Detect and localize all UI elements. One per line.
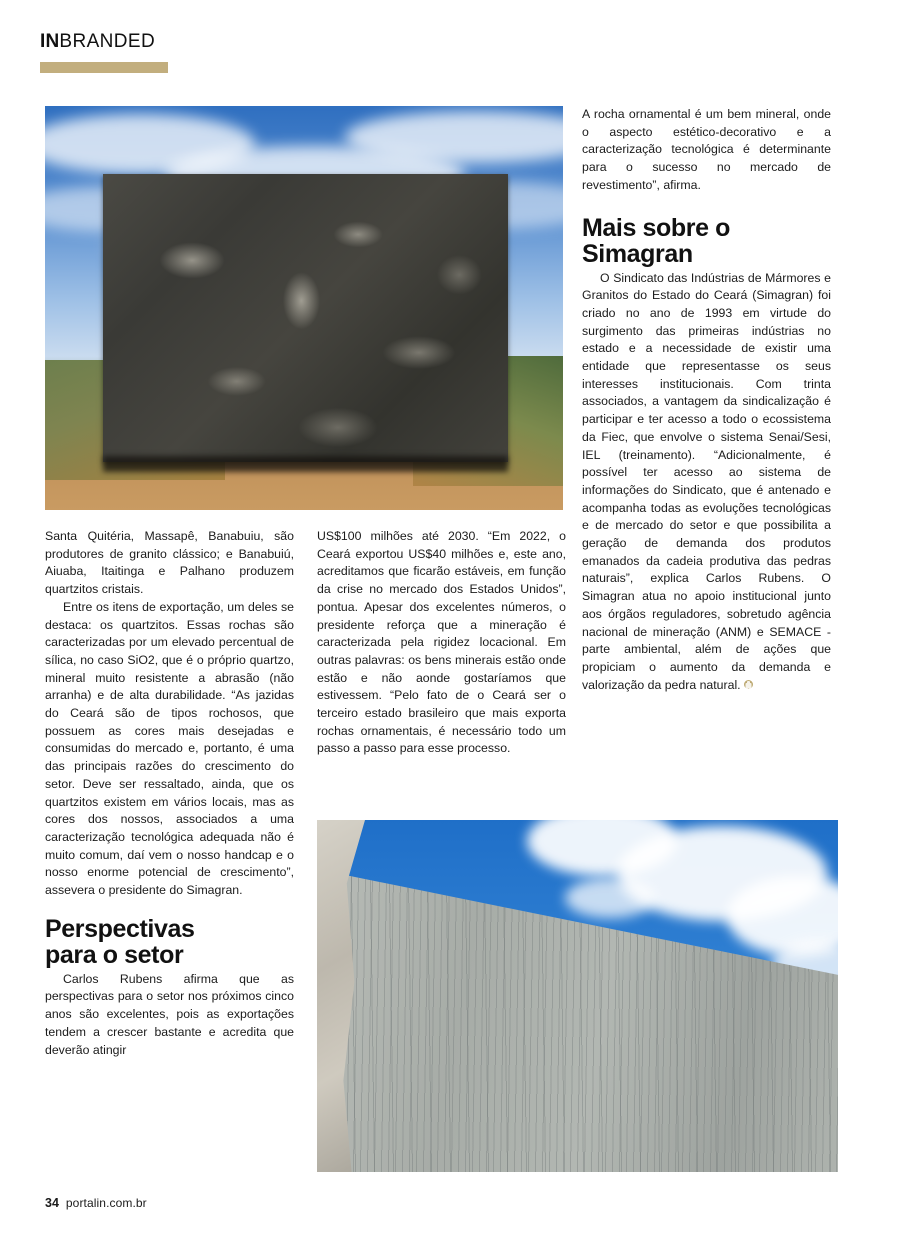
paragraph: Santa Quitéria, Massapê, Banabuiu, são produtores de granito clássico; e Banabuiú, Aiuaba, Itaitinga e Palhano produzem quartzitos cristais.	[45, 529, 294, 597]
paragraph	[582, 270, 831, 695]
publication-title	[40, 32, 340, 51]
granite-block	[103, 174, 508, 462]
publication-title-light: BRANDED	[59, 31, 156, 52]
granite-block-photo	[45, 106, 563, 510]
masthead	[40, 32, 340, 51]
paragraph: Carlos Rubens afirma que as perspectivas para o setor nos próximos cinco anos são excelentes, pois as exportações tendem a crescer bastante e acredita que deverão atingir	[45, 971, 294, 1057]
paragraph: US$100 milhões até 2030. “Em 2022, o Ceará exportou US$40 milhões e, este ano, acreditamos que ficarão estáveis, em função da crise no mercado dos Estados Unidos”, pontua. Apesar dos excelentes números, o presidente reforça que a mineração é caracterizada pela rigidez locacional. Em outras palavras: os bens minerais estão onde estão e não aonde gostaríamos que estivessem. “Pelo fato de o Ceará ser o terceiro estado brasileiro que mais exporta rochas ornamentais, é necessário todo um passo a passo para esse processo.	[317, 529, 566, 756]
text-column-2	[317, 528, 566, 758]
text-column-1	[45, 528, 294, 1059]
end-of-article-icon	[744, 680, 753, 689]
website-url: portalin.com.br	[65, 1196, 147, 1210]
paragraph: A rocha ornamental é um bem mineral, onde o aspecto estético-decorativo e a caracterização tecnológica é determinante para o sucesso no mercado de revestimento”, afirma.	[582, 107, 831, 192]
page-number: 34	[45, 1196, 59, 1210]
section-heading-perspectivas: Perspectivas para o setor	[45, 914, 195, 969]
section-heading-mais-sobre-o-simagran: Mais sobre o Simagran	[582, 213, 731, 268]
paragraph-text: O Sindicato das Indústrias de Mármores e Granitos do Estado do Ceará (Simagran) foi criado no ano de 1993 em virtude do surgimento das primeiras indústrias no estado e a necessidade de existir uma entidade que representasse os seus interesses institucionais. Com trinta associados, a vantagem da sindicalização é participar e ter acesso a todo o ecossistema da Fiec, que envolve o sistema Senai/Sesi, IEL (treinamento). “Adicionalmente, é possível ter acesso ao sistema de informações do Sindicato, que é antenado e acompanha todas as evoluções tecnológicas e de mercado do setor e que possibilita a geração de demanda dos produtos emanados da cadeia produtiva das pedras naturais”, explica Carlos Rubens. O Simagran atua no apoio institucional junto aos órgãos reguladores, sobretudo agência nacional de mineração (ANM) e SEMACE - parte ambiental, além de ações que propiciam o aumento da demanda e valorização da pedra natural.	[582, 270, 831, 692]
masthead-gold-rule	[40, 62, 168, 73]
quartzite-quarry-wall-photo	[317, 820, 838, 1172]
page-footer	[45, 1196, 147, 1210]
publication-title-bold: IN	[40, 31, 60, 52]
paragraph: Entre os itens de exportação, um deles se destaca: os quartzitos. Essas rochas são caracterizadas por um elevado percentual de sílica, no caso SiO2, que é o próprio quartzo, mineral muito resistente a abrasão (não arranha) e de alta durabilidade. “As jazidas do Ceará são de tipos rochosos, que possuem as cores mais desejadas e consumidas do mercado e, portanto, é uma das principais razões do crescimento do setor. Deve ser ressaltado, ainda, que os quartzitos existem em vários locais, mas as cores dos nossos, associados a uma caracterização tecnológica adequada não é muito comum, daí vem o nosso handcap e o nosso enorme potencial de crescimento”, assevera o presidente do Simagran.	[45, 599, 294, 898]
text-column-3	[582, 106, 831, 694]
